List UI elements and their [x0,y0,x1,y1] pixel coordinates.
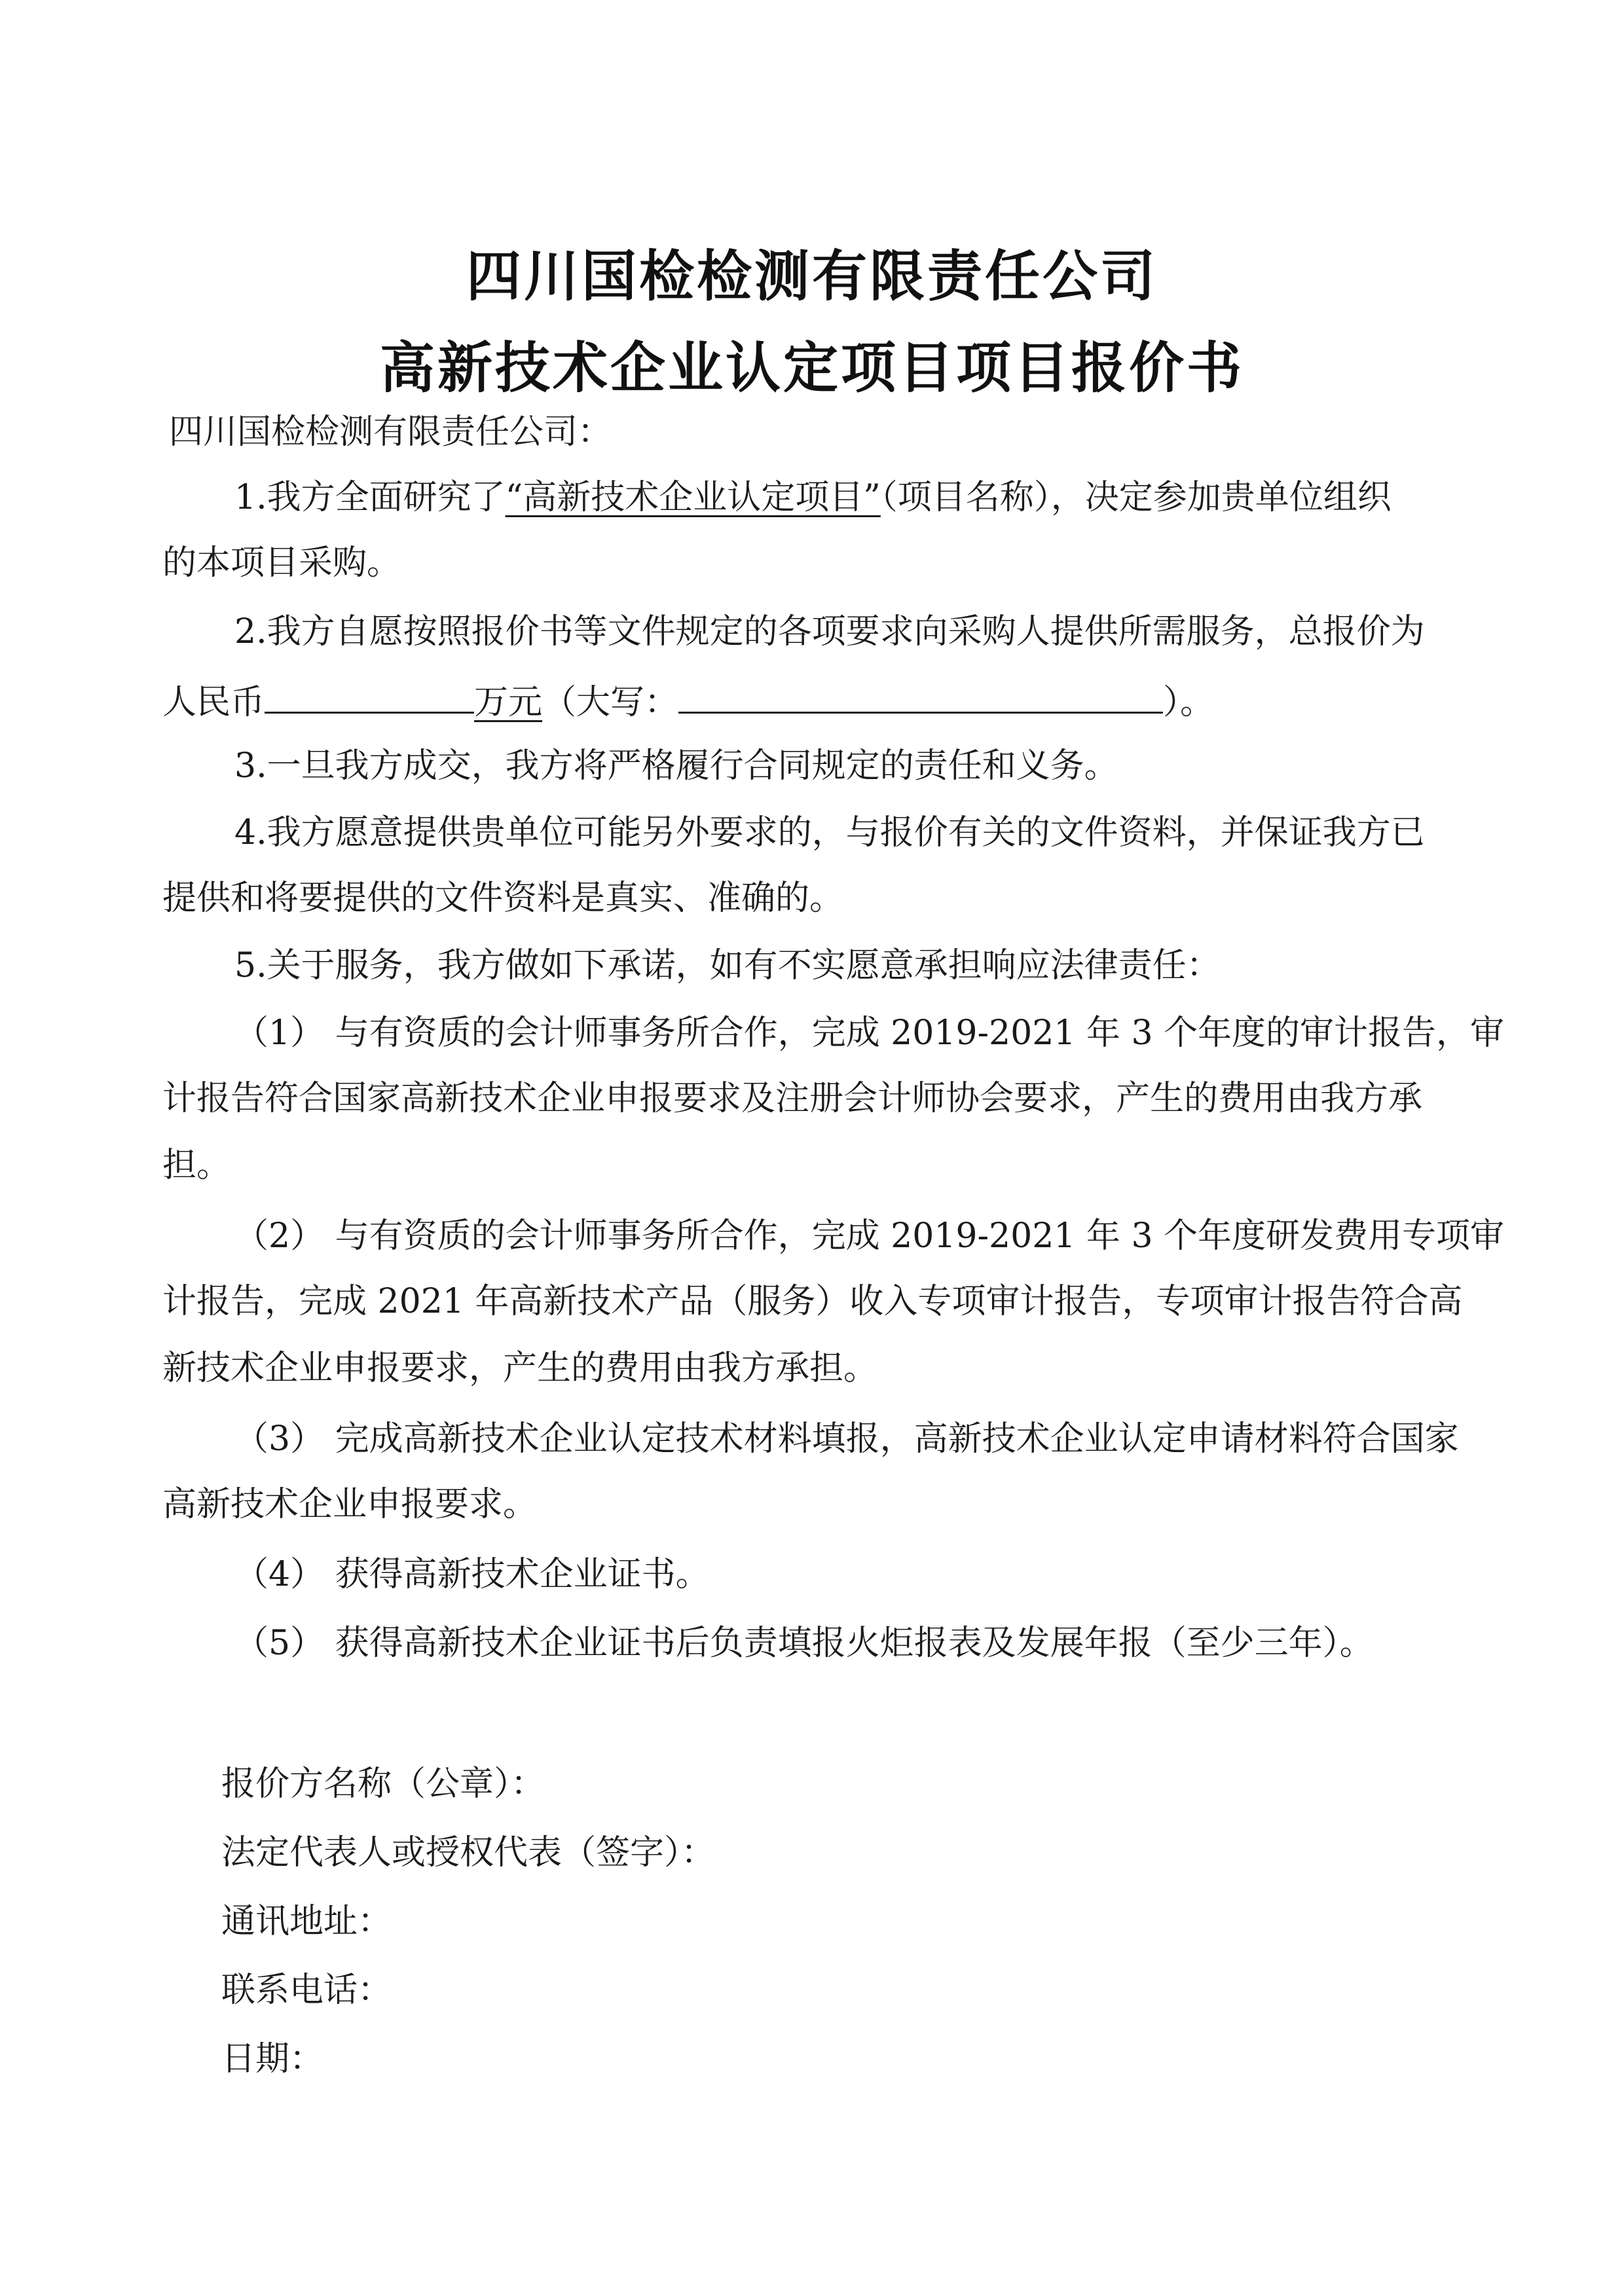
signature-phone: 联系电话： [221,1971,392,2010]
item-2-line-2: 计报告，完成 2021 年高新技术产品（服务）收入专项审计报告，专项审计报告符合高 [162,1282,1463,1321]
amount-blank [265,678,474,714]
addressee: 四川国检检测有限责任公司： [169,412,612,452]
item-2-line-1: （2） 与有资质的会计师事务所合作，完成 2019-2021 年 3 个年度研发费用专项审 [234,1216,1505,1256]
document-title-quotation: 高新技术企业认定项目项目报价书 [379,336,1244,400]
paragraph-2-line-2 [162,678,1214,722]
paragraph-1-text-b: （项目名称），决定参加贵单位组织 [880,478,1392,517]
paragraph-2-line-1: 2.我方自愿按照报价书等文件规定的各项要求向采购人提供所需服务，总报价为 [234,612,1425,651]
currency-label: 人民币 [162,683,265,722]
paragraph-1-text-a: 1.我方全面研究了 [234,478,506,517]
item-3-line-1: （3） 完成高新技术企业认定技术材料填报，高新技术企业认定申请材料符合国家 [234,1419,1459,1459]
project-name: “高新技术企业认定项目” [505,478,881,517]
paragraph-3: 3.一旦我方成交，我方将严格履行合同规定的责任和义务。 [234,746,1118,786]
paragraph-5: 5.关于服务，我方做如下承诺，如有不实愿意承担响应法律责任： [234,946,1221,985]
document-title-company: 四川国检检测有限责任公司 [466,244,1158,308]
paragraph-4-line-1: 4.我方愿意提供贵单位可能另外要求的，与报价有关的文件资料，并保证我方已 [234,813,1425,852]
paragraph-1-line-2: 的本项目采购。 [162,543,401,583]
signature-address: 通讯地址： [221,1902,392,1941]
item-3-line-2: 高新技术企业申报要求。 [162,1485,538,1524]
signature-representative: 法定代表人或授权代表（签字）： [221,1833,716,1872]
amount-words-blank [678,678,1163,714]
paragraph-1-line-1 [234,478,1392,517]
paragraph-4-line-2: 提供和将要提供的文件资料是真实、准确的。 [162,879,844,918]
signature-company-name: 报价方名称（公章）： [221,1764,545,1804]
item-2-line-3: 新技术企业申报要求，产生的费用由我方承担。 [162,1349,878,1388]
amount-unit: 万元 [474,683,543,722]
item-1-line-2: 计报告符合国家高新技术企业申报要求及注册会计师协会要求，产生的费用由我方承 [162,1079,1423,1118]
item-4: （4） 获得高新技术企业证书。 [234,1555,710,1594]
item-1-line-3: 担。 [162,1146,231,1185]
amount-close: ）。 [1163,683,1215,722]
signature-date: 日期： [221,2039,324,2079]
item-5: （5） 获得高新技术企业证书后负责填报火炬报表及发展年报（至少三年）。 [234,1624,1374,1663]
amount-words-label: （大写： [542,683,679,722]
item-1-line-1: （1） 与有资质的会计师事务所合作，完成 2019-2021 年 3 个年度的审计报告，审 [234,1013,1505,1053]
